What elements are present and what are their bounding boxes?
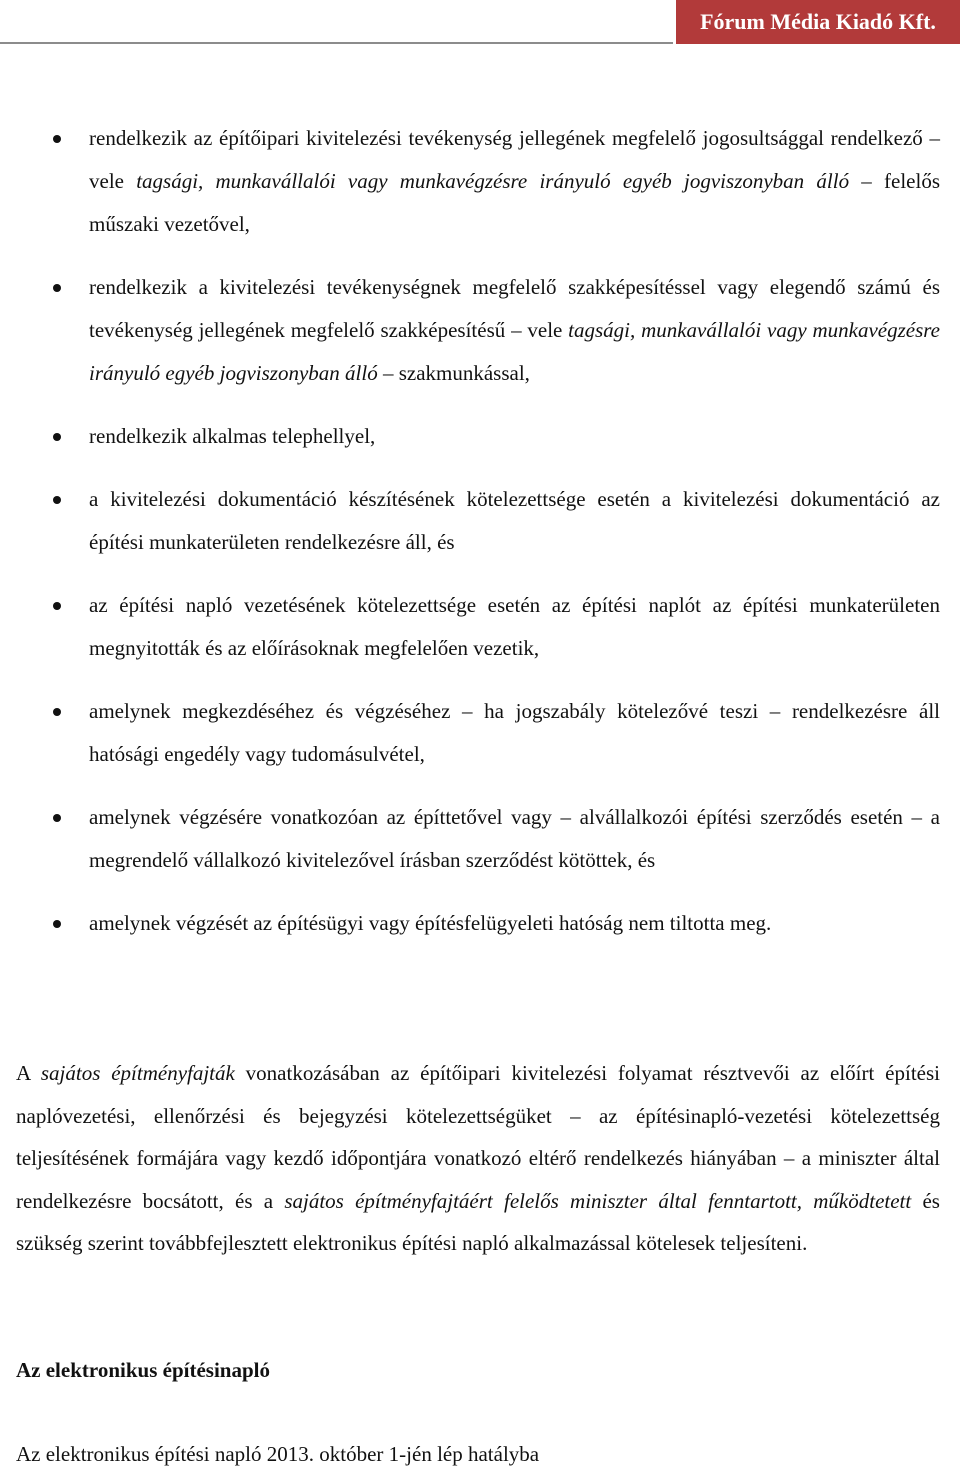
bullet-dot-icon — [53, 496, 61, 504]
text-run: rendelkezik a kivitelezési tevékenységnek megfelelő szakképesítéssel vagy elegendő számú és tevékenység jellegének megfelelő szakképesítésű – vele — [89, 275, 940, 342]
italic-text-run: sajátos építményfajtáért felelős miniszter által fenntartott, működtetett — [284, 1188, 912, 1213]
bullet-item — [89, 584, 940, 670]
bullet-item — [89, 902, 940, 945]
bullet-item — [89, 415, 940, 458]
text-run: vonatkozásában az építőipari kivitelezési folyamat résztvevői az előírt építési naplóvezetési, ellenőrzési és bejegyzési kötelezettségüket – az építésinapló-vezetési kötelezettség teljesítésének formájára vagy kezdő időpontjára vonatkozó eltérő rendelkezés hiányában – a miniszter által rendelkezésre bocsátott, és a — [16, 1061, 940, 1213]
text-run: az építési napló vezetésének kötelezettsége esetén az építési naplót az építési munkaterületen megnyitották és az előírásoknak megfelelően vezetik, — [89, 593, 940, 660]
requirements-bullet-list — [0, 117, 960, 965]
bullet-item — [89, 690, 940, 776]
bullet-item — [89, 796, 940, 882]
text-run: amelynek végzésére vonatkozóan az építtetővel vagy – alvállalkozói építési szerződés esetén – a megrendelő vállalkozó kivitelezővel írásban szerződést kötöttek, és — [89, 805, 940, 872]
text-run: rendelkezik alkalmas telephellyel, — [89, 424, 376, 448]
bullet-dot-icon — [53, 920, 61, 928]
bullet-item — [89, 117, 940, 246]
text-run: amelynek végzését az építésügyi vagy építésfelügyeleti hatóság nem tiltotta meg. — [89, 911, 772, 935]
text-run: amelynek megkezdéséhez és végzéséhez – ha jogszabály kötelezővé teszi – rendelkezésre áll hatósági engedély vagy tudomásulvétel, — [89, 699, 940, 766]
bullet-dot-icon — [53, 135, 61, 143]
text-run: – felelős műszaki vezetővel, — [89, 169, 940, 236]
effective-date-line: Az elektronikus építési napló 2013. október 1-jén lép hatályba — [16, 1442, 540, 1466]
bullet-dot-icon — [53, 814, 61, 822]
text-run: a kivitelezési dokumentáció készítésének kötelezettsége esetén a kivitelezési dokumentáció az építési munkaterületen rendelkezésre áll, és — [89, 487, 940, 554]
bullet-dot-icon — [53, 284, 61, 292]
bullet-dot-icon — [53, 708, 61, 716]
section-heading: Az elektronikus építésinapló — [16, 1358, 270, 1382]
text-run: A — [16, 1061, 41, 1085]
italic-text-run: tagsági, munkavállalói vagy munkavégzésre irányuló egyéb jogviszonyban álló — [89, 318, 940, 385]
text-run: és szükség szerint továbbfejlesztett elektronikus építési napló alkalmazással kötelesek teljesíteni. — [16, 1188, 940, 1255]
italic-text-run: tagsági, munkavállalói vagy munkavégzésre irányuló egyéb jogviszonyban álló — [136, 169, 850, 193]
bullet-item — [89, 478, 940, 564]
italic-text-run: sajátos építményfajták — [40, 1061, 235, 1085]
text-run: rendelkezik az építőipari kivitelezési tevékenység jellegének megfelelő jogosultsággal rendelkező – vele — [89, 126, 940, 193]
text-run: – szakmunkással, — [377, 361, 530, 385]
bullet-item — [89, 266, 940, 395]
bullet-dot-icon — [53, 602, 61, 610]
bullet-dot-icon — [53, 433, 61, 441]
publisher-badge: Fórum Média Kiadó Kft. — [673, 0, 960, 44]
body-paragraph — [16, 1052, 940, 1265]
